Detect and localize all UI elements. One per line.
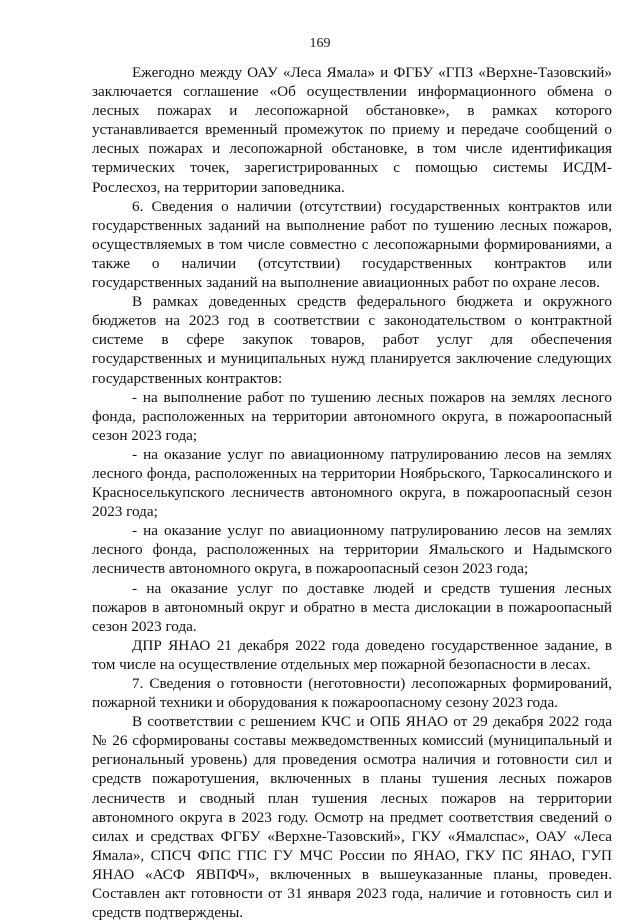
paragraph-state-assignment: ДПР ЯНАО 21 декабря 2022 года доведено государственное задание, в том числе на осуществление отдельных мер пожарной безопасности в лесах. — [92, 636, 612, 673]
list-item-fire-suppression: - на выполнение работ по тушению лесных пожаров на землях лесного фонда, расположенных на территории автономного округа, в пожароопасный сезон 2023 года; — [92, 388, 612, 444]
document-body — [92, 63, 612, 922]
list-item-delivery: - на оказание услуг по доставке людей и средств тушения лесных пожаров в автономный округ и обратно в места дислокации в пожароопасный сезон 2023 года. — [92, 579, 612, 635]
list-item-air-patrol-west: - на оказание услуг по авиационному патрулированию лесов на землях лесного фонда, расположенных на территории Ямальского и Надымского лесничеств автономного округа, в пожароопасный сезон 2023 года; — [92, 522, 612, 578]
list-item-air-patrol-east: - на оказание услуг по авиационному патрулированию лесов на землях лесного фонда, расположенных на территории Ноябрьского, Таркосалинского и Красноселькупского лесничеств автономного округа, в пожароопасный сезон 2023 года; — [92, 445, 612, 521]
paragraph-budget-contracts: В рамках доведенных средств федерального бюджета и окружного бюджетов на 2023 год в соответствии с законодательством о контрактной системе в сфере закупок товаров, работ услуг для обеспечения государственных и муниципальных нужд планируется заключение следующих государственных контрактов: — [92, 293, 612, 387]
paragraph-readiness: В соответствии с решением КЧС и ОПБ ЯНАО от 29 декабря 2022 года № 26 сформированы составы межведомственных комиссий (муниципальный и региональный уровень) для проведения осмотра наличия и готовности сил и средств пожаротушения, включенных в планы тушения лесных пожаров лесничеств и сводный план тушения лесных пожаров на территории автономного округа в 2023 году. Осмотр на предмет соответствия сведений о силах и средствах ФГБУ «Верхне-Тазовский», ГКУ «Ямалспас», ОАУ «Леса Ямала», СПСЧ ФПС ГПС ГУ МЧС России по ЯНАО, ГКУ ПС ЯНАО, ГУП ЯНАО «АСФ ЯВПФЧ», включенных в вышеуказанные планы, проведен. Составлен акт готовности от 31 января 2023 года, наличие и готовность сил и средств подтверждены. — [92, 713, 612, 922]
paragraph-agreement: Ежегодно между ОАУ «Леса Ямала» и ФГБУ «ГПЗ «Верхне-Тазовский» заключается соглашение «Об осуществлении информационного обмена о лесных пожарах и лесопожарной обстановке», в рамках которого устанавливается временный промежуток по приему и передаче сообщений о лесных пожарах и лесопожарной обстановке, в том числе идентификация термических точек, зарегистрированных с помощью системы ИСДМ-Рослесхоз, на территории заповедника. — [92, 64, 612, 196]
paragraph-section-7-heading: 7. Сведения о готовности (неготовности) лесопожарных формирований, пожарной техники и оборудования к пожароопасному сезону 2023 года. — [92, 675, 612, 712]
paragraph-section-6-heading: 6. Сведения о наличии (отсутствии) государственных контрактов или государственных заданий на выполнение работ по тушению лесных пожаров, осуществляемых в том числе совместно с лесопожарными формированиями, а также о наличии (отсутствии) государственных контрактов или государственных заданий на выполнение авиационных работ по охране лесов. — [92, 197, 612, 292]
page-number: 169 — [309, 36, 331, 51]
